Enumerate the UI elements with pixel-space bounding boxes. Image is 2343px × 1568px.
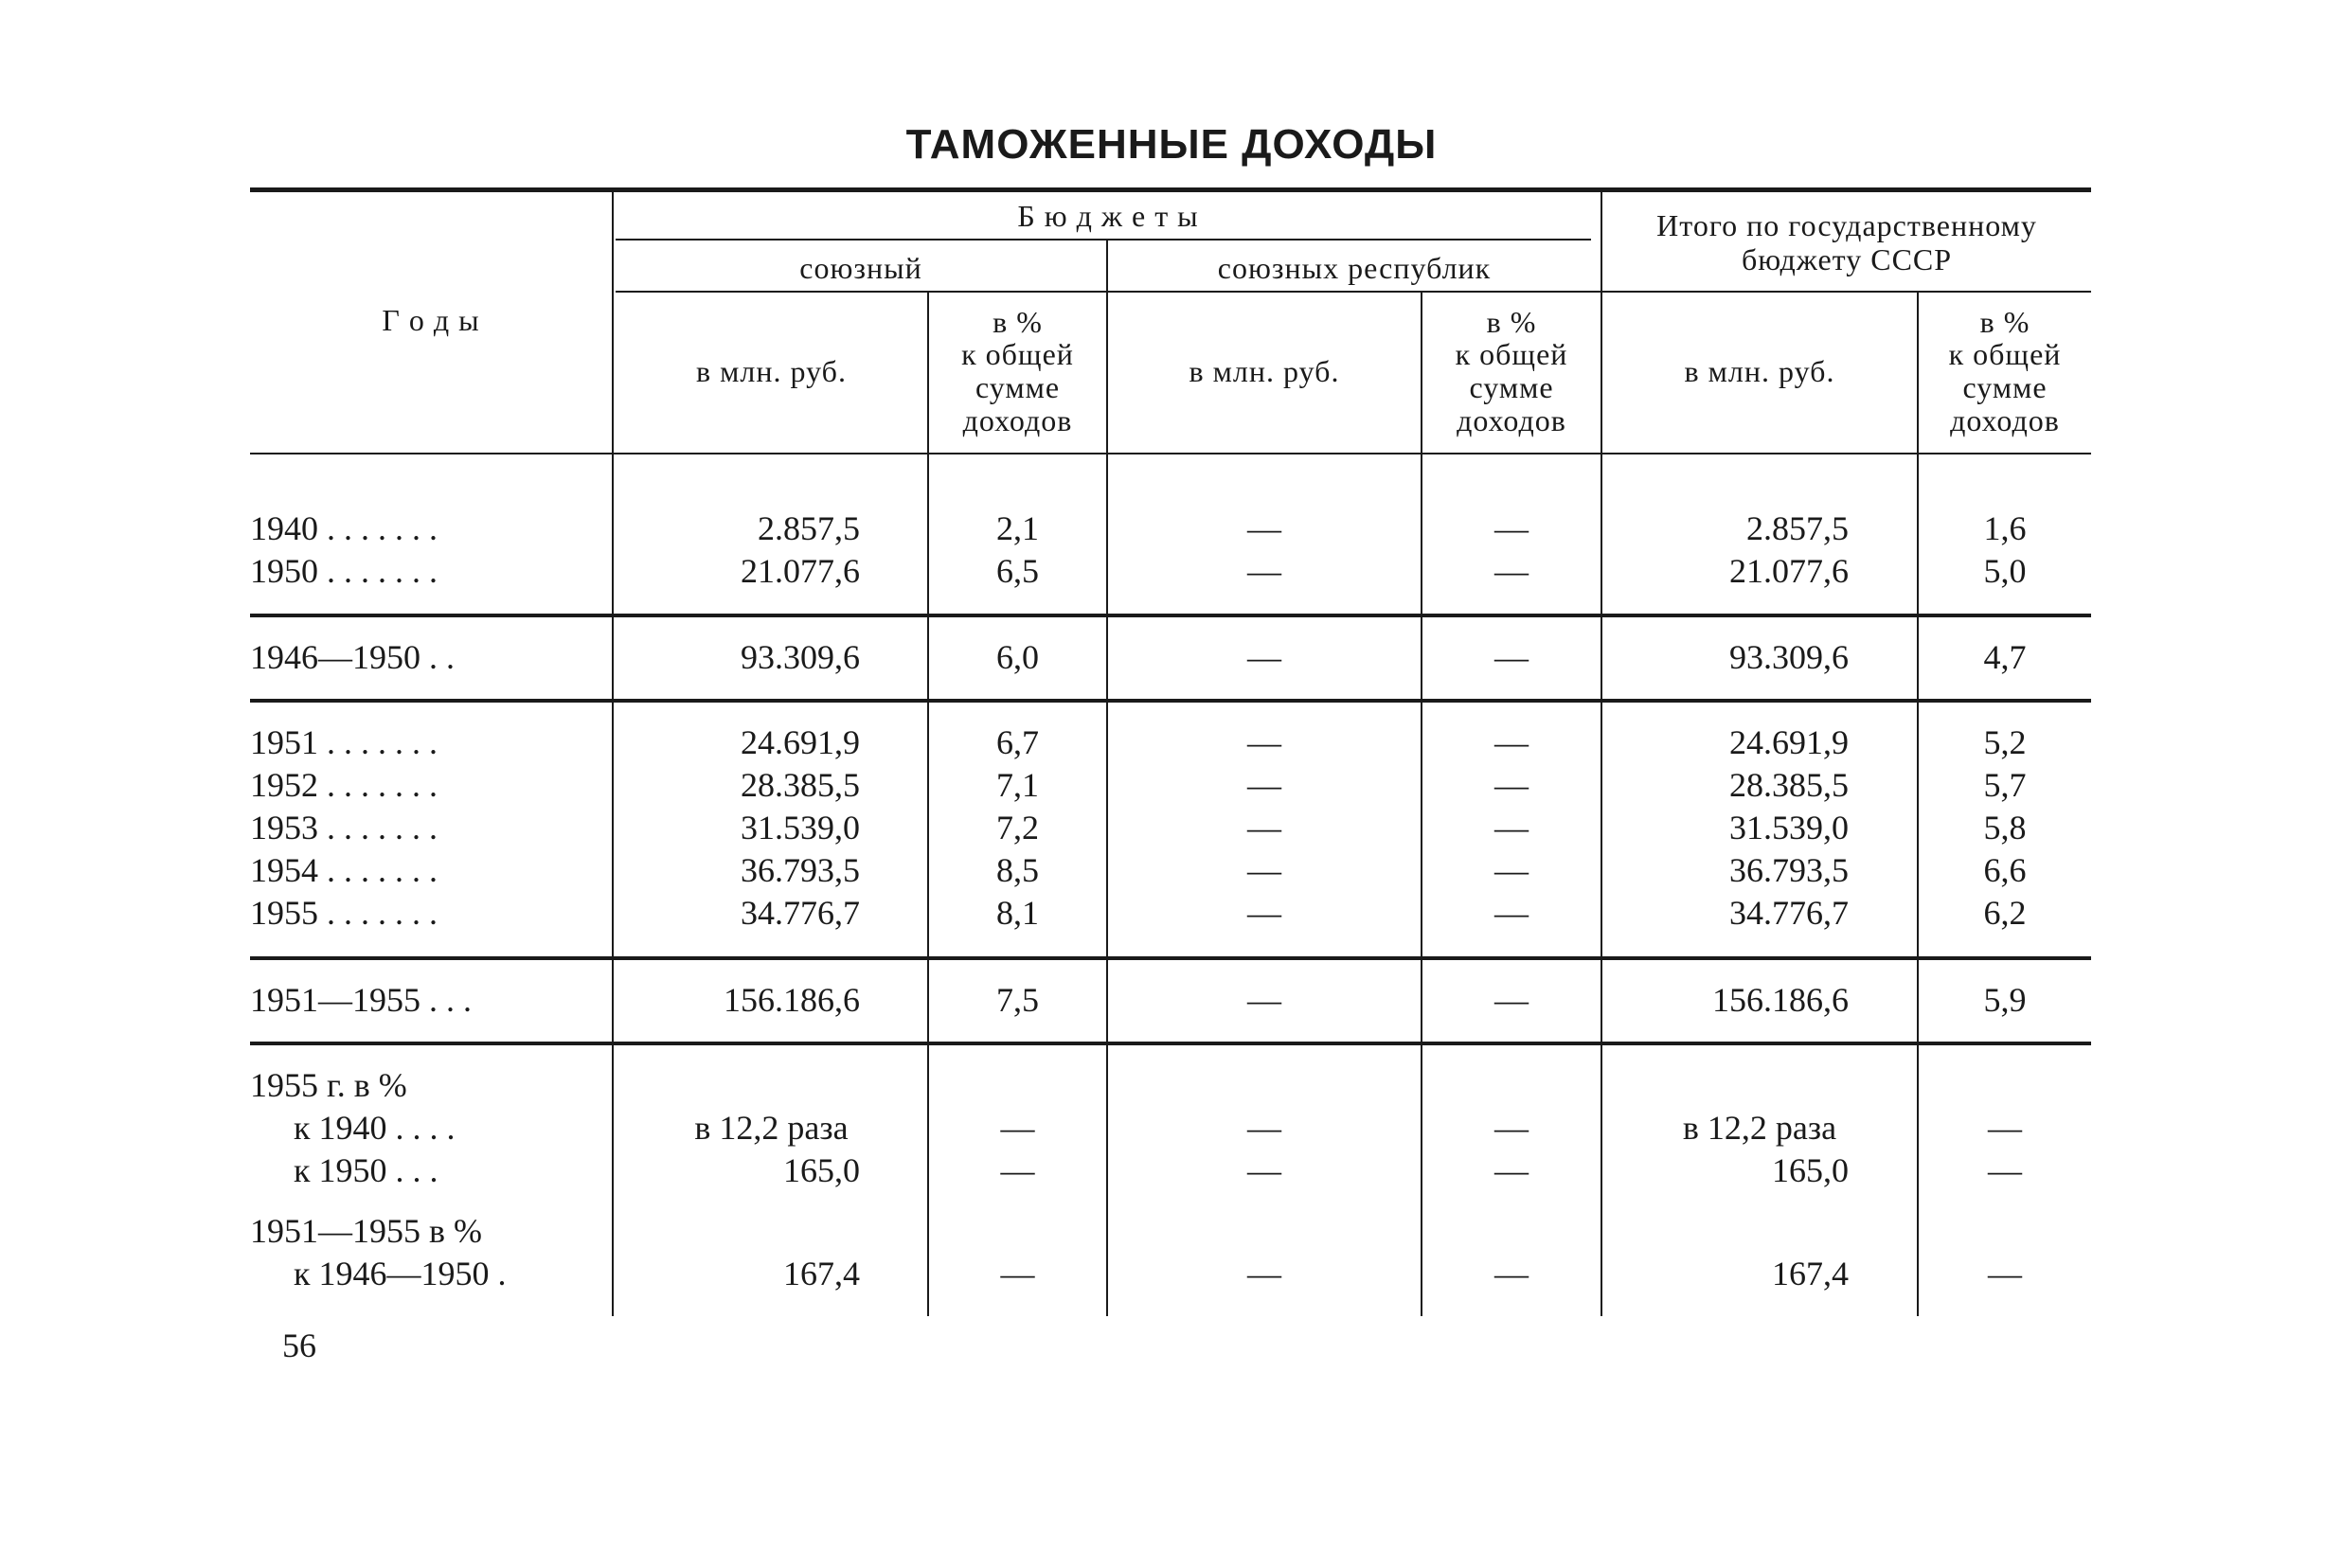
total-mln-cell: 156.186,6 bbox=[1712, 981, 1849, 1019]
rep-mln-cell: — bbox=[1247, 894, 1281, 932]
rep-pct-cell: — bbox=[1494, 552, 1529, 590]
rep-pct-cell: — bbox=[1494, 638, 1529, 676]
total-pct-cell: — bbox=[1988, 1151, 2022, 1189]
page-number: 56 bbox=[282, 1327, 316, 1364]
rep-mln-cell: — bbox=[1247, 1255, 1281, 1292]
union-pct-cell: — bbox=[1000, 1151, 1035, 1189]
union-pct-cell: 7,2 bbox=[996, 809, 1039, 846]
total-pct-cell: 5,7 bbox=[1983, 766, 2027, 804]
rep-pct-cell: — bbox=[1494, 766, 1529, 804]
total-pct-cell: 5,2 bbox=[1983, 723, 2027, 761]
header-union-pct-3: сумме bbox=[975, 370, 1061, 404]
total-pct-cell: 6,2 bbox=[1983, 894, 2027, 932]
rep-mln-cell: — bbox=[1247, 509, 1281, 547]
row-label: 1955 . . . . . . . bbox=[250, 894, 438, 932]
rep-pct-cell: — bbox=[1494, 1255, 1529, 1292]
row-label: 1951—1955 . . . bbox=[250, 981, 472, 1019]
row-label: 1952 . . . . . . . bbox=[250, 766, 438, 804]
header-total-pct-4: доходов bbox=[1950, 403, 2060, 437]
rep-mln-cell: — bbox=[1247, 766, 1281, 804]
union-mln-cell: 31.539,0 bbox=[741, 809, 860, 846]
header-budgets: Б ю д ж е т ы bbox=[1017, 199, 1199, 233]
header-rep-pct-1: в % bbox=[1486, 305, 1537, 339]
total-mln-cell: 93.309,6 bbox=[1729, 638, 1849, 676]
total-mln-cell: 165,0 bbox=[1772, 1151, 1849, 1189]
subhead-underline bbox=[616, 291, 2091, 293]
header-bottom-rule bbox=[250, 453, 2091, 454]
rep-mln-cell: — bbox=[1247, 723, 1281, 761]
union-pct-cell: 6,0 bbox=[996, 638, 1039, 676]
total-mln-cell: 167,4 bbox=[1772, 1255, 1849, 1292]
col-divider-years bbox=[612, 192, 614, 1316]
union-mln-cell: 24.691,9 bbox=[741, 723, 860, 761]
rep-mln-cell: — bbox=[1247, 552, 1281, 590]
union-pct-cell: 2,1 bbox=[996, 509, 1039, 547]
comparison-heading-1951-1955: 1951—1955 в % bbox=[250, 1212, 482, 1250]
union-mln-cell: 28.385,5 bbox=[741, 766, 860, 804]
total-mln-cell: в 12,2 раза bbox=[1682, 1109, 1837, 1147]
row-label: к 1946—1950 . bbox=[294, 1255, 507, 1292]
header-union-pct-1: в % bbox=[993, 305, 1043, 339]
row-label: к 1950 . . . bbox=[294, 1151, 438, 1189]
row-label: к 1940 . . . . bbox=[294, 1109, 456, 1147]
comparison-heading-1955: 1955 г. в % bbox=[250, 1066, 407, 1104]
header-union-pct-4: доходов bbox=[962, 403, 1073, 437]
total-mln-cell: 21.077,6 bbox=[1729, 552, 1849, 590]
total-pct-cell: — bbox=[1988, 1109, 2022, 1147]
rep-mln-cell: — bbox=[1247, 809, 1281, 846]
union-pct-cell: 6,5 bbox=[996, 552, 1039, 590]
budgets-underline bbox=[616, 239, 1591, 241]
header-total-pct-2: к общей bbox=[1948, 337, 2062, 371]
header-rep-pct-3: сумме bbox=[1469, 370, 1554, 404]
row-label: 1950 . . . . . . . bbox=[250, 552, 438, 590]
header-rep-pct-2: к общей bbox=[1455, 337, 1568, 371]
header-republics: союзных республик bbox=[1217, 251, 1492, 285]
row-label: 1946—1950 . . bbox=[250, 638, 455, 676]
header-total-line1: Итого по государственному bbox=[1656, 208, 2037, 242]
union-mln-cell: 93.309,6 bbox=[741, 638, 860, 676]
rep-pct-cell: — bbox=[1494, 851, 1529, 889]
page-title: ТАМОЖЕННЫЕ ДОХОДЫ bbox=[905, 121, 1438, 168]
total-mln-cell: 24.691,9 bbox=[1729, 723, 1849, 761]
union-mln-cell: 21.077,6 bbox=[741, 552, 860, 590]
union-pct-cell: 7,1 bbox=[996, 766, 1039, 804]
header-total-pct-1: в % bbox=[1979, 305, 2030, 339]
total-pct-cell: 1,6 bbox=[1983, 509, 2027, 547]
header-union-mln: в млн. руб. bbox=[696, 354, 847, 388]
rep-mln-cell: — bbox=[1247, 851, 1281, 889]
rep-pct-cell: — bbox=[1494, 894, 1529, 932]
rep-pct-cell: — bbox=[1494, 723, 1529, 761]
union-mln-cell: 34.776,7 bbox=[741, 894, 860, 932]
header-total-pct-3: сумме bbox=[1962, 370, 2048, 404]
union-pct-cell: 6,7 bbox=[996, 723, 1039, 761]
union-mln-cell: 2.857,5 bbox=[758, 509, 860, 547]
total-mln-cell: 2.857,5 bbox=[1746, 509, 1849, 547]
total-pct-cell: 6,6 bbox=[1983, 851, 2027, 889]
group-rule-2 bbox=[250, 699, 2091, 703]
rep-pct-cell: — bbox=[1494, 509, 1529, 547]
union-pct-cell: 7,5 bbox=[996, 981, 1039, 1019]
union-mln-cell: в 12,2 раза bbox=[694, 1109, 849, 1147]
union-pct-cell: — bbox=[1000, 1255, 1035, 1292]
group-rule-1 bbox=[250, 614, 2091, 617]
group-rule-4 bbox=[250, 1042, 2091, 1045]
total-pct-cell: 5,0 bbox=[1983, 552, 2027, 590]
total-pct-cell: 4,7 bbox=[1983, 638, 2027, 676]
union-mln-cell: 156.186,6 bbox=[724, 981, 860, 1019]
union-mln-cell: 165,0 bbox=[783, 1151, 860, 1189]
header-total-line2: бюджету СССР bbox=[1741, 242, 1953, 276]
header-union-pct-2: к общей bbox=[961, 337, 1074, 371]
total-mln-cell: 34.776,7 bbox=[1729, 894, 1849, 932]
rep-pct-cell: — bbox=[1494, 809, 1529, 846]
rep-mln-cell: — bbox=[1247, 1151, 1281, 1189]
total-mln-cell: 36.793,5 bbox=[1729, 851, 1849, 889]
row-label: 1953 . . . . . . . bbox=[250, 809, 438, 846]
total-pct-cell: 5,9 bbox=[1983, 981, 2027, 1019]
total-mln-cell: 28.385,5 bbox=[1729, 766, 1849, 804]
header-rep-mln: в млн. руб. bbox=[1189, 354, 1340, 388]
rep-pct-cell: — bbox=[1494, 981, 1529, 1019]
union-pct-cell: 8,5 bbox=[996, 851, 1039, 889]
rep-pct-cell: — bbox=[1494, 1151, 1529, 1189]
group-rule-3 bbox=[250, 956, 2091, 960]
row-label: 1954 . . . . . . . bbox=[250, 851, 438, 889]
header-union: союзный bbox=[799, 251, 922, 285]
union-mln-cell: 167,4 bbox=[783, 1255, 860, 1292]
union-mln-cell: 36.793,5 bbox=[741, 851, 860, 889]
row-label: 1951 . . . . . . . bbox=[250, 723, 438, 761]
rep-mln-cell: — bbox=[1247, 1109, 1281, 1147]
total-pct-cell: 5,8 bbox=[1983, 809, 2027, 846]
union-pct-cell: 8,1 bbox=[996, 894, 1039, 932]
table-top-rule bbox=[250, 187, 2091, 192]
header-rep-pct-4: доходов bbox=[1457, 403, 1566, 437]
row-label: 1940 . . . . . . . bbox=[250, 509, 438, 547]
total-mln-cell: 31.539,0 bbox=[1729, 809, 1849, 846]
total-pct-cell: — bbox=[1988, 1255, 2022, 1292]
header-years: Г о д ы bbox=[382, 303, 480, 337]
union-pct-cell: — bbox=[1000, 1109, 1035, 1147]
rep-pct-cell: — bbox=[1494, 1109, 1529, 1147]
rep-mln-cell: — bbox=[1247, 638, 1281, 676]
rep-mln-cell: — bbox=[1247, 981, 1281, 1019]
header-total-mln: в млн. руб. bbox=[1684, 354, 1835, 388]
